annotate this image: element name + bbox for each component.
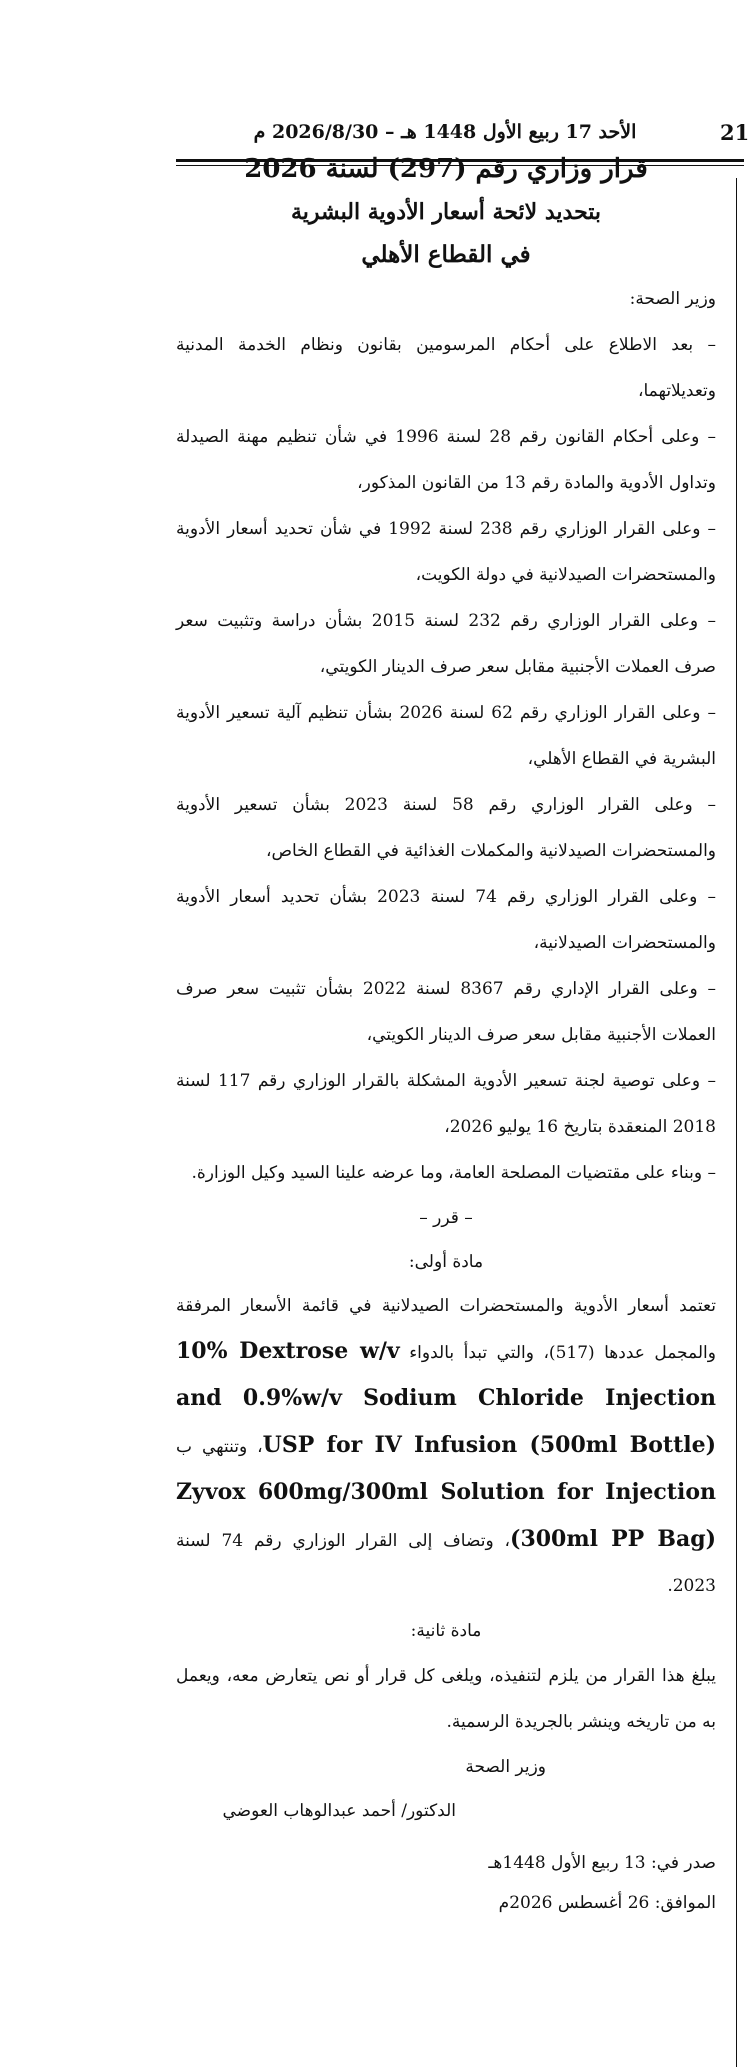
- decree-title: قرار وزاري رقم (297) لسنة 2026: [244, 154, 648, 184]
- decree-subtitle-sector: في القطاع الأهلي: [361, 241, 531, 268]
- issued-date-gregorian: الموافق: 26 أغسطس 2026م: [498, 1893, 716, 1913]
- preamble-item: – وبناء على مقتضيات المصلحة العامة، وما عرضه علينا السيد وكيل الوزارة.: [191, 1163, 716, 1183]
- issued-date-hijri: صدر في: 13 ربيع الأول 1448هـ: [488, 1853, 716, 1873]
- preamble-item: – وعلى أحكام القانون رقم 28 لسنة 1996 في شأن تنظيم مهنة الصيدلة وتداول الأدوية والمادة رقم 13 من القانون المذكور،: [176, 427, 716, 493]
- decree-column: [176, 150, 716, 1923]
- column-border: [736, 178, 737, 2067]
- minister-heading: وزير الصحة:: [629, 289, 716, 309]
- last-drug-name: Zyvox 600mg/300ml Solution for Injection (300ml PP Bag): [176, 1479, 716, 1552]
- decision-label: – قرر –: [419, 1208, 473, 1228]
- article-1-text-part: تعتمد أسعار الأدوية والمستحضرات الصيدلانية في قائمة الأسعار المرفقة والمجمل عددها (517)، والتي تبدأ بالدواء: [176, 1296, 716, 1363]
- first-drug-name: 10% Dextrose w/v and 0.9%w/v Sodium Chloride Injection USP for IV Infusion (500ml Bottle): [176, 1338, 716, 1458]
- decree-subtitle: بتحديد لائحة أسعار الأدوية البشرية: [290, 199, 602, 225]
- preamble-item: – وعلى القرار الوزاري رقم 74 لسنة 2023 بشأن تحديد أسعار الأدوية والمستحضرات الصيدلانية،: [176, 887, 716, 953]
- article-1-label: مادة أولى:: [408, 1252, 484, 1272]
- article-1-text: [176, 1284, 716, 1609]
- preamble-item: – وعلى القرار الوزاري رقم 62 لسنة 2026 بشأن تنظيم آلية تسعير الأدوية البشرية في القطاع الأهلي،: [176, 703, 716, 769]
- article-1-text-part: ، وتضاف إلى القرار الوزاري رقم 74 لسنة 2023.: [176, 1531, 716, 1596]
- article-1-text-part: ، وتنتهي ب: [176, 1437, 263, 1457]
- preamble-item: – وعلى القرار الوزاري رقم 232 لسنة 2015 بشأن دراسة وتثبيت سعر صرف العملات الأجنبية مقابل سعر صرف الدينار الكويتي،: [176, 611, 716, 677]
- signatory-title: وزير الصحة: [465, 1757, 546, 1777]
- preamble-item: – بعد الاطلاع على أحكام المرسومين بقانون ونظام الخدمة المدنية وتعديلاتهما،: [176, 335, 716, 401]
- page-number: 21: [720, 120, 749, 145]
- preamble-item: – وعلى القرار الوزاري رقم 58 لسنة 2023 بشأن تسعير الأدوية والمستحضرات الصيدلانية والمكملات الغذائية في القطاع الخاص،: [176, 795, 716, 861]
- article-2-label: مادة ثانية:: [410, 1621, 482, 1641]
- preamble-item: – وعلى القرار الإداري رقم 8367 لسنة 2022 بشأن تثبيت سعر صرف العملات الأجنبية مقابل سعر صرف الدينار الكويتي،: [176, 979, 716, 1045]
- article-2-text: يبلغ هذا القرار من يلزم لتنفيذه، ويلغى كل قرار أو نص يتعارض معه، ويعمل به من تاريخه وينشر بالجريدة الرسمية.: [176, 1666, 716, 1732]
- signatory-name: الدكتور/ أحمد عبدالوهاب العوضي: [222, 1801, 456, 1821]
- preamble-item: – وعلى القرار الوزاري رقم 238 لسنة 1992 في شأن تحديد أسعار الأدوية والمستحضرات الصيدلانية في دولة الكويت،: [176, 519, 716, 585]
- issue-date-header: الأحد 17 ربيع الأول 1448 هـ – 2026/8/30 م: [253, 121, 637, 143]
- preamble-item: – وعلى توصية لجنة تسعير الأدوية المشكلة بالقرار الوزاري رقم 117 لسنة 2018 المنعقدة بتاريخ 16 يوليو 2026،: [176, 1071, 716, 1137]
